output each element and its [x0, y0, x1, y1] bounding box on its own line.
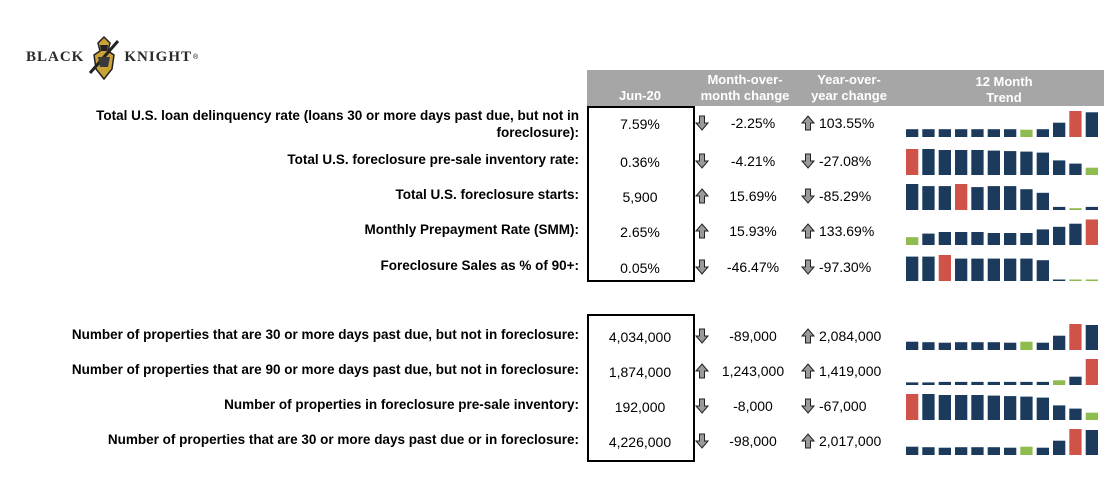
mom-value: 15.69% — [729, 188, 777, 204]
row-label — [19, 431, 579, 448]
current-value: 4,226,000 — [608, 434, 672, 450]
trend-bar — [1037, 448, 1049, 455]
arrow-up-icon — [801, 433, 815, 449]
arrow-up-icon — [695, 188, 709, 204]
trend-bar — [922, 234, 934, 245]
trend-bar — [1069, 111, 1081, 137]
trend-bar — [971, 382, 983, 385]
trend-bar — [906, 184, 918, 210]
trend-bar — [1020, 259, 1032, 281]
arrow-down-icon — [801, 153, 815, 169]
mom-value: 1,243,000 — [721, 363, 785, 379]
trend-bar — [1037, 129, 1049, 137]
current-value: 4,034,000 — [608, 329, 672, 345]
yoy-change — [801, 398, 866, 414]
trend-bar — [988, 447, 1000, 455]
trend-bar — [1053, 336, 1065, 350]
trend-bar — [988, 396, 1000, 420]
trend-bar — [988, 382, 1000, 385]
trend-bar — [1053, 123, 1065, 137]
arrow-down-icon — [695, 328, 709, 344]
trend-bar — [955, 382, 967, 385]
arrow-up-icon — [801, 115, 815, 131]
trend-bar — [1020, 382, 1032, 385]
trend-bar — [922, 342, 934, 350]
trend-bar — [922, 394, 934, 420]
trend-bar — [1004, 382, 1016, 385]
trend-bar — [1086, 280, 1098, 282]
arrow-down-icon — [801, 398, 815, 414]
trend-bar — [1086, 112, 1098, 137]
trend-bar — [1069, 164, 1081, 175]
trend-bar — [1020, 447, 1032, 455]
header-yoy-line2: year change — [811, 88, 887, 103]
row-label-line: Number of properties that are 90 or more days past due, but not in foreclosure: — [71, 362, 579, 377]
trend-bar — [1020, 130, 1032, 137]
registered-mark: ® — [193, 53, 199, 61]
trend-sparkline — [904, 217, 1100, 247]
trend-bar — [939, 255, 951, 281]
trend-bar — [1053, 380, 1065, 385]
yoy-change — [801, 153, 871, 169]
black-knight-logo — [26, 32, 198, 82]
header-yoy — [797, 72, 901, 104]
mom-value: -8,000 — [733, 398, 773, 414]
trend-bar — [906, 237, 918, 245]
yoy-value: 2,017,000 — [819, 433, 882, 449]
arrow-down-icon — [801, 259, 815, 275]
mom-value: -2.25% — [730, 115, 776, 131]
trend-bar — [939, 129, 951, 137]
trend-bar — [1053, 160, 1065, 175]
trend-bar — [939, 343, 951, 350]
trend-sparkline — [904, 392, 1100, 422]
row-label-line: Total U.S. loan delinquency rate (loans 30 or more days past due, but not in — [96, 108, 579, 123]
mom-value: -46.47% — [726, 259, 780, 275]
trend-bar — [1004, 259, 1016, 281]
trend-bar — [906, 342, 918, 350]
trend-bar — [955, 232, 967, 245]
row-label — [19, 107, 579, 141]
trend-bar — [1004, 151, 1016, 175]
trend-bar — [922, 186, 934, 210]
yoy-change — [801, 259, 871, 275]
arrow-down-icon — [695, 433, 709, 449]
mom-change — [695, 153, 793, 169]
trend-bar — [971, 150, 983, 175]
row-label-line: Number of properties that are 30 or more days past due or in foreclosure: — [107, 432, 579, 447]
current-value: 192,000 — [614, 399, 666, 415]
mom-value: -89,000 — [729, 328, 777, 344]
logo-text-knight: KNIGHT — [124, 48, 193, 65]
row-label — [19, 186, 579, 203]
yoy-change — [801, 328, 881, 344]
trend-bar — [1053, 441, 1065, 455]
arrow-down-icon — [695, 115, 709, 131]
yoy-value: -85.29% — [819, 188, 872, 204]
trend-sparkline — [904, 357, 1100, 387]
trend-sparkline — [904, 427, 1100, 457]
yoy-value: -27.08% — [819, 153, 872, 169]
trend-bar — [1037, 229, 1049, 245]
trend-bar — [955, 129, 967, 137]
trend-bar — [971, 187, 983, 210]
trend-bar — [1086, 168, 1098, 175]
trend-bar — [955, 447, 967, 455]
trend-bar — [1069, 409, 1081, 420]
trend-bar — [1086, 359, 1098, 385]
yoy-value: -67,000 — [819, 398, 867, 414]
trend-sparkline — [904, 253, 1100, 283]
trend-bar — [1020, 397, 1032, 420]
row-label — [19, 257, 579, 274]
trend-bar — [988, 342, 1000, 350]
current-value: 1,874,000 — [608, 364, 672, 380]
row-label-line: Number of properties in foreclosure pre-sale inventory: — [224, 397, 579, 412]
trend-bar — [1069, 377, 1081, 385]
yoy-change — [801, 363, 881, 379]
trend-bar — [988, 186, 1000, 210]
header-mom-line1: Month-over- — [707, 72, 783, 87]
trend-bar — [906, 382, 918, 385]
trend-bar — [1004, 186, 1016, 210]
mom-change — [695, 223, 793, 239]
trend-bar — [906, 129, 918, 137]
trend-bar — [971, 129, 983, 137]
row-label — [19, 396, 579, 413]
trend-bar — [1004, 233, 1016, 245]
trend-bar — [1037, 153, 1049, 175]
trend-bar — [1004, 343, 1016, 350]
trend-bar — [922, 447, 934, 455]
trend-bar — [1053, 280, 1065, 282]
mom-change — [695, 259, 793, 275]
header-yoy-line1: Year-over- — [817, 72, 881, 87]
yoy-change — [801, 115, 874, 131]
trend-bar — [971, 395, 983, 420]
trend-bar — [1004, 129, 1016, 137]
trend-bar — [922, 382, 934, 385]
trend-bar — [988, 233, 1000, 245]
arrow-down-icon — [695, 153, 709, 169]
yoy-value: 2,084,000 — [819, 328, 882, 344]
trend-bar — [1069, 429, 1081, 455]
header-trend — [904, 74, 1104, 106]
trend-bar — [988, 259, 1000, 281]
trend-bar — [939, 232, 951, 245]
trend-bar — [1053, 227, 1065, 245]
yoy-value: 103.55% — [819, 115, 875, 131]
trend-bar — [1037, 193, 1049, 210]
trend-bar — [1086, 207, 1098, 210]
header-trend-line2: Trend — [986, 90, 1022, 105]
trend-bar — [955, 342, 967, 350]
header-mom — [693, 72, 797, 104]
row-label-line: Foreclosure Sales as % of 90+: — [380, 258, 579, 273]
trend-bar — [906, 257, 918, 281]
trend-bar — [1069, 280, 1081, 282]
trend-bar — [1037, 382, 1049, 385]
mom-change — [695, 328, 793, 344]
trend-bar — [1037, 260, 1049, 281]
header-current-period: Jun-20 — [619, 88, 661, 103]
arrow-up-icon — [695, 363, 709, 379]
yoy-value: 133.69% — [819, 223, 875, 239]
trend-bar — [939, 382, 951, 385]
trend-bar — [1086, 220, 1098, 246]
row-label-line: Number of properties that are 30 or more days past due, but not in foreclosure: — [71, 327, 579, 342]
row-label — [19, 361, 579, 378]
mom-change — [695, 188, 793, 204]
arrow-up-icon — [801, 363, 815, 379]
trend-bar — [1020, 342, 1032, 350]
row-label — [19, 151, 579, 168]
trend-bar — [971, 259, 983, 281]
current-value: 0.05% — [620, 260, 660, 276]
trend-bar — [971, 447, 983, 455]
trend-bar — [1053, 405, 1065, 420]
current-value: 5,900 — [622, 189, 658, 205]
mom-change — [695, 398, 793, 414]
row-label-line: foreclosure): — [496, 125, 579, 140]
trend-bar — [955, 150, 967, 175]
header-mom-line2: month change — [700, 88, 790, 103]
current-value: 0.36% — [620, 154, 660, 170]
trend-bar — [1069, 208, 1081, 210]
yoy-value: 1,419,000 — [819, 363, 882, 379]
arrow-up-icon — [801, 328, 815, 344]
knight-icon — [86, 33, 122, 81]
trend-bar — [939, 150, 951, 175]
trend-bar — [955, 395, 967, 420]
mom-change — [695, 433, 793, 449]
trend-bar — [939, 395, 951, 420]
trend-bar — [955, 184, 967, 210]
trend-bar — [1053, 207, 1065, 210]
trend-bar — [922, 149, 934, 175]
trend-bar — [906, 447, 918, 455]
trend-bar — [1069, 324, 1081, 350]
trend-bar — [1037, 343, 1049, 350]
trend-bar — [971, 232, 983, 245]
yoy-change — [801, 433, 881, 449]
trend-bar — [939, 448, 951, 455]
trend-bar — [906, 149, 918, 175]
trend-bar — [1069, 224, 1081, 245]
yoy-value: -97.30% — [819, 259, 872, 275]
row-label-line: Total U.S. foreclosure starts: — [395, 187, 579, 202]
mom-change — [695, 363, 793, 379]
mom-value: -4.21% — [730, 153, 776, 169]
trend-bar — [1086, 325, 1098, 350]
row-label — [19, 326, 579, 343]
trend-bar — [971, 342, 983, 350]
trend-sparkline — [904, 147, 1100, 177]
row-label — [19, 221, 579, 238]
header-trend-line1: 12 Month — [975, 74, 1033, 89]
mom-value: 15.93% — [729, 223, 777, 239]
arrow-down-icon — [695, 259, 709, 275]
trend-bar — [1020, 233, 1032, 245]
logo-text-black: BLACK — [26, 48, 85, 65]
trend-bar — [922, 257, 934, 281]
trend-bar — [988, 151, 1000, 175]
mom-change — [695, 115, 793, 131]
trend-bar — [1020, 189, 1032, 210]
arrow-down-icon — [695, 398, 709, 414]
arrow-down-icon — [801, 188, 815, 204]
trend-bar — [1004, 448, 1016, 455]
trend-bar — [988, 129, 1000, 137]
trend-bar — [1086, 430, 1098, 455]
trend-bar — [939, 186, 951, 210]
yoy-change — [801, 188, 871, 204]
mom-value: -98,000 — [729, 433, 777, 449]
trend-bar — [1037, 398, 1049, 420]
row-label-line: Total U.S. foreclosure pre-sale inventory rate: — [287, 152, 579, 167]
trend-sparkline — [904, 182, 1100, 212]
trend-bar — [955, 259, 967, 281]
trend-bar — [922, 129, 934, 137]
arrow-up-icon — [695, 223, 709, 239]
trend-sparkline — [904, 109, 1100, 139]
trend-bar — [1086, 413, 1098, 420]
yoy-change — [801, 223, 874, 239]
arrow-up-icon — [801, 223, 815, 239]
trend-bar — [1020, 152, 1032, 175]
current-value: 7.59% — [620, 116, 660, 132]
current-value: 2.65% — [620, 224, 660, 240]
trend-bar — [906, 394, 918, 420]
trend-sparkline — [904, 322, 1100, 352]
trend-bar — [1004, 396, 1016, 420]
row-label-line: Monthly Prepayment Rate (SMM): — [364, 222, 579, 237]
